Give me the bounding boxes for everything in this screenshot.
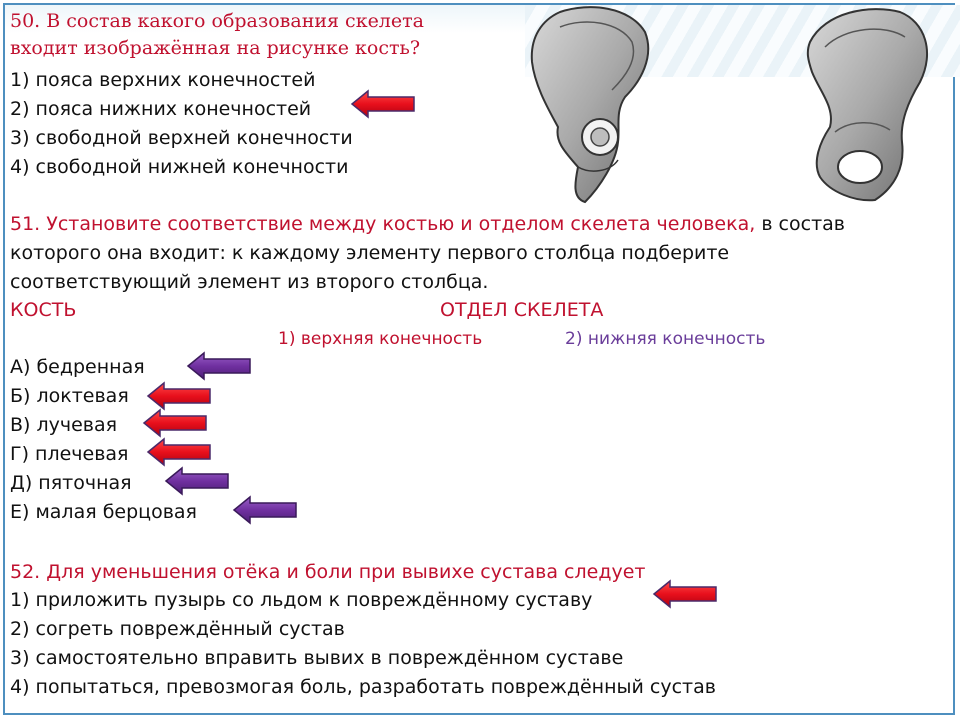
q51-item-b: Б) локтевая (10, 385, 129, 407)
red-arrow-icon (350, 88, 418, 120)
q51-choice-upper: 1) верхняя конечность (278, 329, 483, 349)
q51-col1-header: КОСТЬ (10, 299, 77, 321)
q50-option-3: 3) свободной верхней конечности (10, 127, 353, 149)
q52-option-2: 2) согреть повреждённый сустав (10, 618, 345, 640)
red-arrow-icon (142, 407, 210, 439)
q50-title-line2: входит изображённая на рисунке кость? (10, 37, 421, 59)
q52-option-1: 1) приложить пузырь со льдом к повреждённому суставу (10, 589, 593, 611)
q51-item-d: Д) пяточная (10, 472, 132, 494)
pelvic-bone-image-right (790, 2, 940, 207)
q50-option-4: 4) свободной нижней конечности (10, 156, 349, 178)
q51-item-a: А) бедренная (10, 356, 145, 378)
q51-intro-line3: соответствующий элемент из второго столбца. (10, 271, 489, 293)
q51-intro-red: 51. Установите соответствие между костью и отделом скелета человека, (10, 213, 756, 235)
q51-item-e: Е) малая берцовая (10, 501, 197, 523)
red-arrow-icon (146, 436, 214, 468)
q51-item-v: В) лучевая (10, 414, 118, 436)
red-arrow-icon (652, 578, 720, 610)
q51-intro-black: в состав (755, 213, 845, 235)
q52-option-3: 3) самостоятельно вправить вывих в повреждённом суставе (10, 647, 624, 669)
q50-option-1: 1) пояса верхних конечностей (10, 69, 316, 91)
q51-choice-lower: 2) нижняя конечность (565, 329, 766, 349)
q51-item-g: Г) плечевая (10, 443, 129, 465)
pelvic-bone-image-left (520, 2, 660, 207)
q50-title-line1: 50. В состав какого образования скелета (10, 10, 424, 32)
q51-col2-header: ОТДЕЛ СКЕЛЕТА (440, 299, 604, 321)
purple-arrow-icon (186, 350, 254, 382)
q51-intro-line1 (10, 213, 845, 235)
q52-option-4: 4) попытаться, превозмогая боль, разработать повреждённый сустав (10, 676, 716, 698)
q51-intro-line2: которого она входит: к каждому элементу первого столбца подберите (10, 242, 730, 264)
q50-option-2: 2) пояса нижних конечностей (10, 98, 312, 120)
purple-arrow-icon (232, 494, 300, 526)
q52-title: 52. Для уменьшения отёка и боли при вывихе сустава следует (10, 561, 646, 583)
purple-arrow-icon (164, 465, 232, 497)
